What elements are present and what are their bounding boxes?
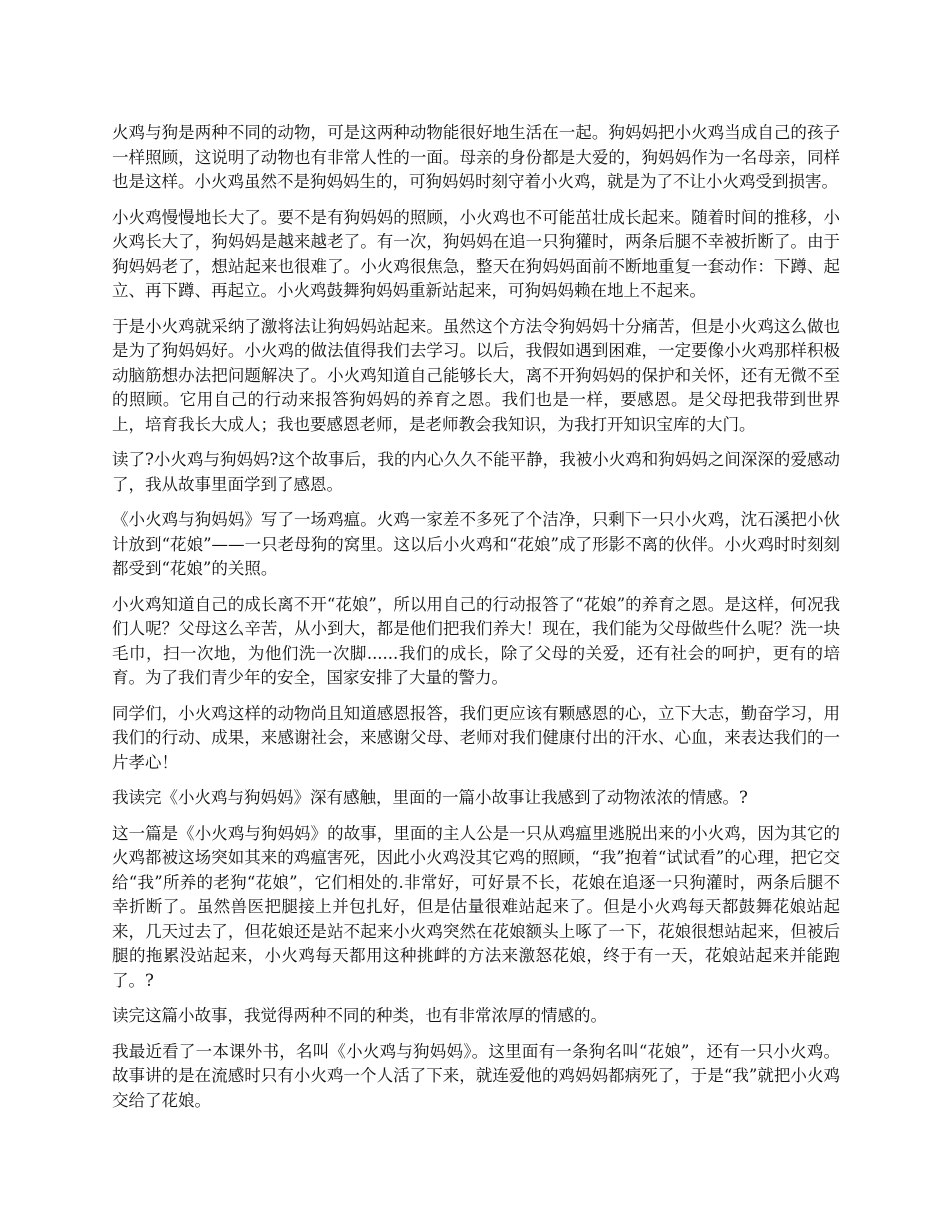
paragraph: 我读完《小火鸡与狗妈妈》深有感触，里面的一篇小故事让我感到了动物浓浓的情感。? bbox=[112, 788, 748, 807]
paragraph: 我最近看了一本课外书，名叫《小火鸡与狗妈妈》。这里面有一条狗名叫“花娘”，还有一只小火鸡。故事讲的是在流感时只有小火鸡一个人活了下来，就连爱他的鸡妈妈都病死了，于是“我”就把小火鸡交给了花娘。 bbox=[112, 1041, 840, 1110]
document-body bbox=[112, 121, 840, 1124]
paragraph: 小火鸡知道自己的成长离不开“花娘”，所以用自己的行动报答了“花娘”的养育之恩。是这样，何况我们人呢？父母这么辛苦，从小到大，都是他们把我们养大！现在，我们能为父母做些什么呢？洗一块毛巾，扫一次地，为他们洗一次脚......我们的成长，除了父母的关爱，还有社会的呵护，更有的培育。为了我们青少年的安全，国家安排了大量的警力。 bbox=[112, 594, 840, 687]
paragraph: 读完这篇小故事，我觉得两种不同的种类，也有非常浓厚的情感的。 bbox=[112, 1006, 607, 1025]
paragraph: 这一篇是《小火鸡与狗妈妈》的故事，里面的主人公是一只从鸡瘟里逃脱出来的小火鸡，因为其它的火鸡都被这场突如其来的鸡瘟害死，因此小火鸡没其它鸡的照顾，“我”抱着“试试看”的心理，把它交给“我”所养的老狗“花娘”，它们相处的.非常好，可好景不长，花娘在追逐一只狗灌时，两条后腿不幸折断了。虽然兽医把腿接上并包扎好，但是估量很难站起来了。但是小火鸡每天都鼓舞花娘站起来，几天过去了，但花娘还是站不起来小火鸡突然在花娘额头上啄了一下，花娘很想站起来，但被后腿的拖累没站起来，小火鸡每天都用这种挑衅的方法来激怒花娘，终于有一天，花娘站起来并能跑了。? bbox=[112, 823, 840, 990]
paragraph: 火鸡与狗是两种不同的动物，可是这两种动物能很好地生活在一起。狗妈妈把小火鸡当成自己的孩子一样照顾，这说明了动物也有非常人性的一面。母亲的身份都是大爱的，狗妈妈作为一名母亲，同样也是这样。小火鸡虽然不是狗妈妈生的，可狗妈妈时刻守着小火鸡，就是为了不让小火鸡受到损害。 bbox=[112, 123, 840, 191]
paragraph: 于是小火鸡就采纳了激将法让狗妈妈站起来。虽然这个方法令狗妈妈十分痛苦，但是小火鸡这么做也是为了狗妈妈好。小火鸡的做法值得我们去学习。以后，我假如遇到困难，一定要像小火鸡那样积极动脑筋想办法把问题解决了。小火鸡知道自己能够长大，离不开狗妈妈的保护和关怀，还有无微不至的照顾。它用自己的行动来报答狗妈妈的养育之恩。我们也是一样，要感恩。是父母把我带到世界上，培育我长大成人；我也要感恩老师，是老师教会我知识，为我打开知识宝库的大门。 bbox=[112, 316, 840, 434]
paragraph: 小火鸡慢慢地长大了。要不是有狗妈妈的照顾，小火鸡也不可能茁壮成长起来。随着时间的推移，小火鸡长大了，狗妈妈是越来越老了。有一次，狗妈妈在追一只狗獾时，两条后腿不幸被折断了。由于狗妈妈老了，想站起来也很难了。小火鸡很焦急，整天在狗妈妈面前不断地重复一套动作：下蹲、起立、再下蹲、再起立。小火鸡鼓舞狗妈妈重新站起来，可狗妈妈赖在地上不起来。 bbox=[112, 207, 840, 300]
paragraph: 同学们，小火鸡这样的动物尚且知道感恩报答，我们更应该有颗感恩的心，立下大志，勤奋学习，用我们的行动、成果，来感谢社会，来感谢父母、老师对我们健康付出的汗水、心血，来表达我们的一片孝心！ bbox=[112, 703, 840, 772]
paragraph: 读了?小火鸡与狗妈妈?这个故事后，我的内心久久不能平静，我被小火鸡和狗妈妈之间深深的爱感动了，我从故事里面学到了感恩。 bbox=[112, 450, 840, 494]
paragraph: 《小火鸡与狗妈妈》写了一场鸡瘟。火鸡一家差不多死了个洁净，只剩下一只小火鸡，沈石溪把小伙计放到“花娘”——一只老母狗的窝里。这以后小火鸡和“花娘”成了形影不离的伙伴。小火鸡时时刻刻都受到“花娘”的关照。 bbox=[112, 510, 840, 578]
